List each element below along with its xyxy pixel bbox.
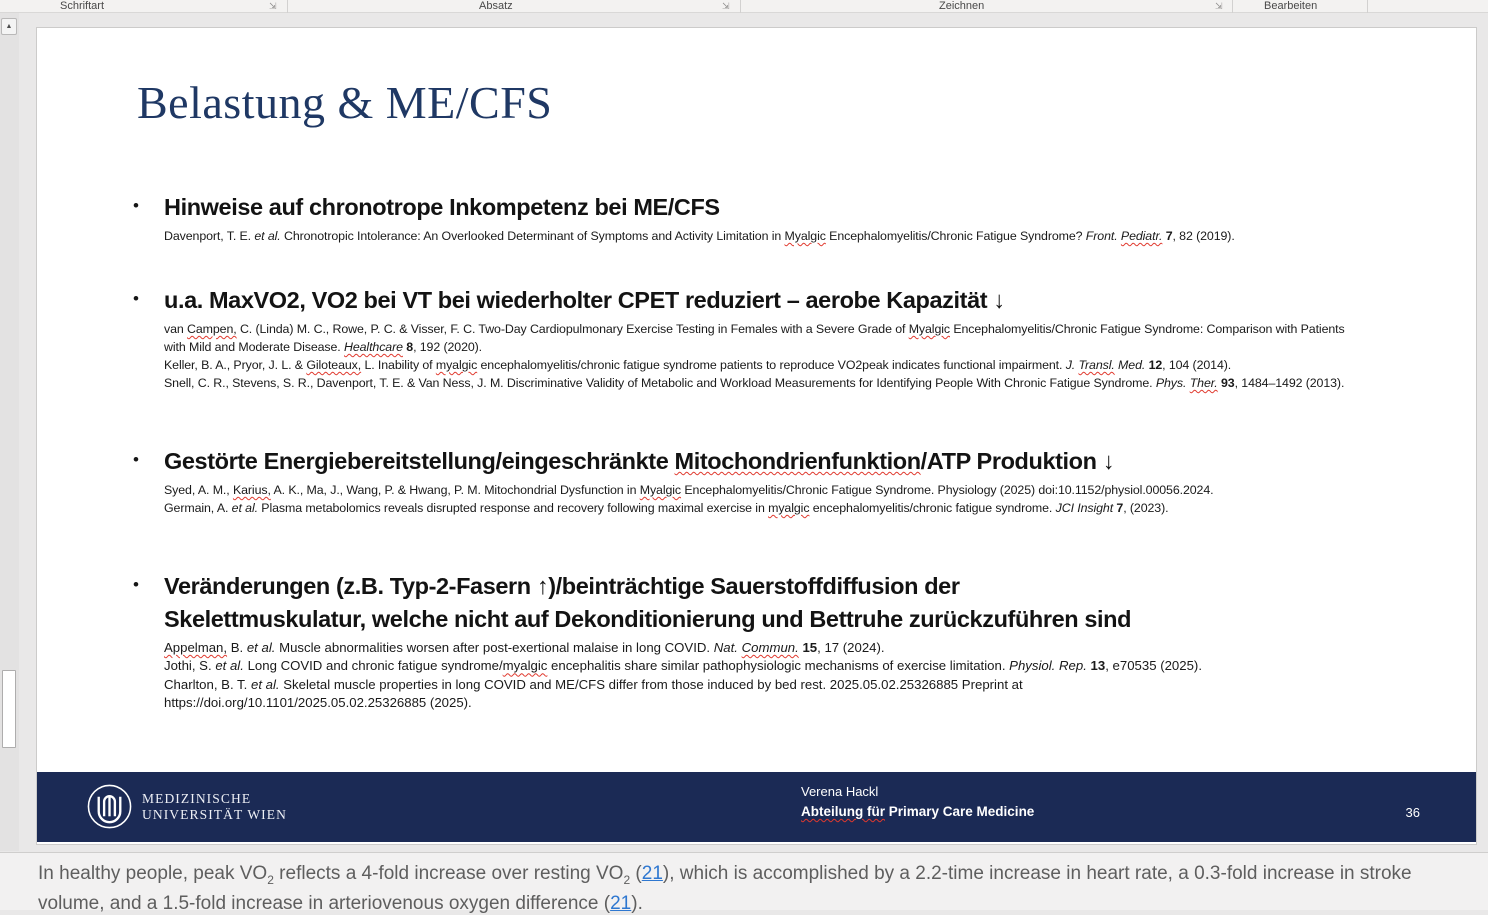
bullet-heading: Gestörte Energiebereitstellung/eingeschränkte Mitochondrienfunktion/ATP Produktion ↓ — [164, 448, 1115, 474]
ribbon-group-schriftart: Schriftart — [60, 0, 105, 12]
dialog-launcher-icon[interactable]: ⇲ — [269, 1, 277, 11]
slide-title: Belastung & ME/CFS — [137, 77, 553, 128]
notes-text: In healthy people, peak $VO_2$ reflects a 4-fold increase over resting $VO_2$ (21), which is accomplished by a 2.2-time increase in heart rate, a 0.3-fold increase in stroke volume, and a 1.5-fold increase in arteriovenous oxygen difference (21). — [38, 863, 1412, 914]
notes-pane[interactable] — [0, 852, 1488, 914]
bullet-item-4 — [133, 570, 1202, 713]
bullet-marker: • — [133, 289, 139, 308]
logo-wordmark-line1: MEDIZINISCHE — [142, 790, 252, 806]
bullet-marker: • — [133, 450, 139, 469]
ribbon-separator — [287, 0, 288, 13]
citation-line: Davenport, T. E. et al. Chronotropic Intolerance: An Overlooked Determinant of Symptoms and Activity Limitation in Myalgic Encephalomyelitis/Chronic Fatigue Syndrome? Front. Pediatr. 7, 82 (2019). — [164, 229, 1235, 243]
logo-wordmark-line2: UNIVERSITÄT WIEN — [142, 806, 287, 822]
bullet-heading: Hinweise auf chronotrope Inkompetenz bei ME/CFS — [164, 194, 720, 220]
bullet-marker: • — [133, 196, 139, 215]
dialog-launcher-icon[interactable]: ⇲ — [1215, 1, 1223, 11]
footer-author: Verena Hackl — [801, 784, 879, 799]
ribbon-strip — [0, 0, 1488, 13]
page-number: 36 — [1405, 805, 1420, 820]
footer-department: Abteilung für Primary Care Medicine — [801, 804, 1035, 819]
citation-line: Syed, A. M., Karius, A. K., Ma, J., Wang, P. & Hwang, P. M. Mitochondrial Dysfunction in Myalgic Encephalomyelitis/Chronic Fatigue Syndrome. Physiology (2025) doi:10.1152/physiol.00056.2024. — [164, 483, 1214, 497]
citation-line: van Campen, C. (Linda) M. C., Rowe, P. C. & Visser, F. C. Two-Day Cardiopulmonary Exercise Testing in Females with a Severe Grade of Myalgic Encephalomyelitis/Chronic Fatigue Syndrome: Comparison with Patients with Mild and Moderate Disease. Healthcare 8, 192 (2020). — [164, 322, 1345, 354]
vertical-scrollbar[interactable] — [0, 13, 19, 851]
ribbon-group-zeichnen: Zeichnen — [939, 0, 985, 12]
citation-line: Appelman, B. et al. Muscle abnormalities worsen after post-exertional malaise in long COVID. Nat. Commun. 15, 17 (2024). — [164, 640, 885, 655]
ribbon-group-absatz: Absatz — [479, 0, 513, 12]
bullet-item-2 — [133, 284, 1345, 392]
citation-line: Germain, A. et al. Plasma metabolomics reveals disrupted response and recovery following maximal exercise in myalgic encephalomyelitis/chronic fatigue syndrome. JCI Insight 7, (2023). — [164, 501, 1169, 515]
scrollbar-thumb[interactable] — [2, 670, 16, 748]
citation-line: Charlton, B. T. et al. Skeletal muscle properties in long COVID and ME/CFS differ from those induced by bed rest. 2025.05.02.25326885 Preprint at https://doi.org/10.1101/2025.05.02.25326885 (2025). — [164, 676, 1023, 711]
slide-canvas[interactable] — [36, 27, 1477, 845]
bullet-heading: u.a. MaxVO2, VO2 bei VT bei wiederholter CPET reduziert – aerobe Kapazität ↓ — [164, 287, 1005, 313]
bullet-marker: • — [133, 575, 139, 594]
citation-line: Keller, B. A., Pryor, J. L. & Giloteaux, L. Inability of myalgic encephalomyelitis/chronic fatigue syndrome patients to reproduce VO2peak indicates functional impairment. J. Transl. Med. 12, 104 (2014). — [164, 358, 1232, 372]
ribbon-separator — [1367, 0, 1368, 13]
bullet-heading: Veränderungen (z.B. Typ-2-Fasern ↑)/beinträchtige Sauerstoffdiffusion der Skelettmuskulatur, welche nicht auf Dekonditionierung und Bettruhe zurückzuführen sind — [164, 573, 1132, 632]
dialog-launcher-icon[interactable]: ⇲ — [722, 1, 730, 11]
bullet-item-3 — [133, 445, 1213, 517]
ribbon-group-bearbeiten: Bearbeiten — [1264, 0, 1318, 12]
ribbon-separator — [740, 0, 741, 13]
bullet-item-1 — [133, 191, 1235, 245]
ribbon-separator — [1232, 0, 1233, 13]
citation-line: Snell, C. R., Stevens, S. R., Davenport, T. E. & Van Ness, J. M. Discriminative Validity of Metabolic and Workload Measurements for Identifying People With Chronic Fatigue Syndrome. Phys. Ther. 93, 1484–1492 (2013). — [164, 376, 1345, 390]
scroll-up-icon: ▲ — [5, 23, 13, 30]
citation-line: Jothi, S. et al. Long COVID and chronic fatigue syndrome/myalgic encephalitis share similar pathophysiologic mechanisms of exercise limitation. Physiol. Rep. 13, e70535 (2025). — [164, 658, 1202, 674]
scroll-up-button[interactable] — [1, 18, 17, 35]
reference-link[interactable]: 21 — [641, 863, 663, 884]
reference-link[interactable]: 21 — [610, 892, 632, 914]
muw-logo-icon — [86, 783, 133, 830]
muw-logo-block — [86, 783, 287, 830]
slide-footer-bar — [37, 772, 1477, 842]
